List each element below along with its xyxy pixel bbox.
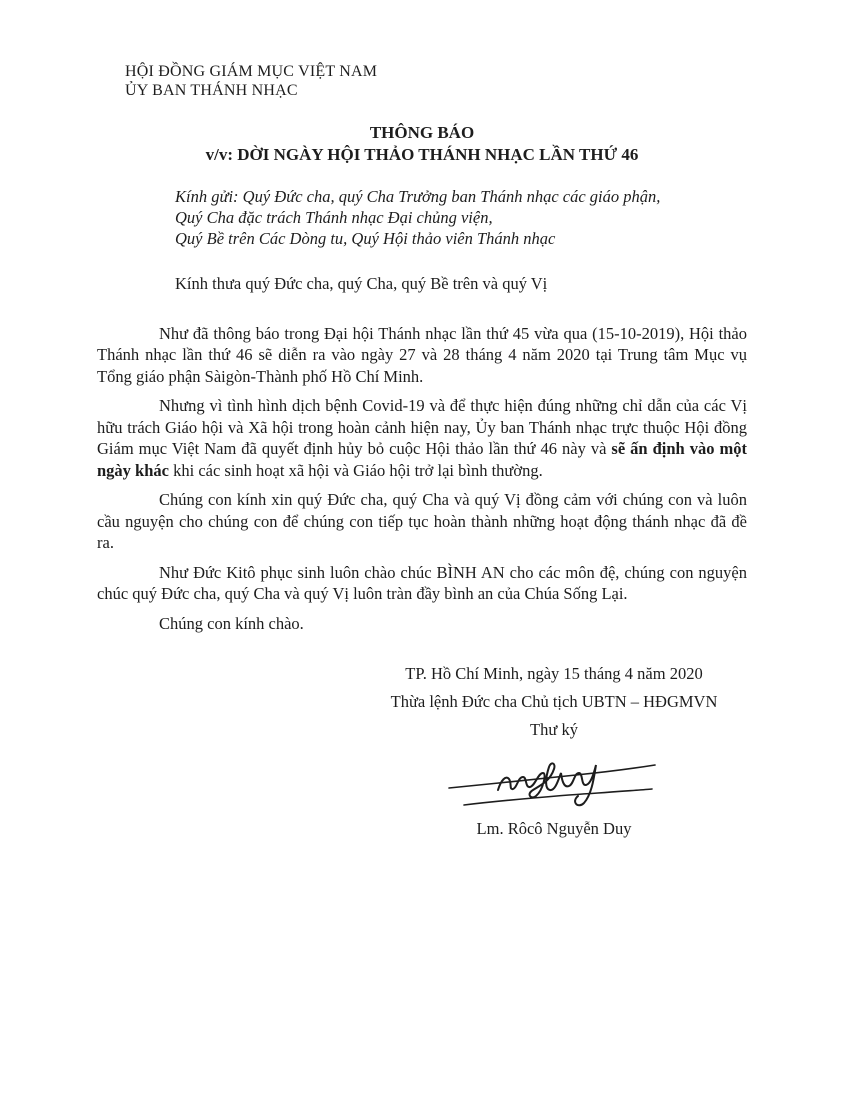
letter-content [97,62,747,840]
role-line: Thư ký [530,720,578,739]
place-date-line: TP. Hồ Chí Minh, ngày 15 tháng 4 năm 2020 [405,664,703,683]
signer-name: Lm. Rôcô Nguyễn Duy [476,819,632,838]
salutation: Kính thưa quý Đức cha, quý Cha, quý Bề trên và quý Vị [175,274,548,293]
title-main: THÔNG BÁO [369,123,475,142]
paragraph-3: Chúng con kính xin quý Đức cha, quý Cha và quý Vị đồng cảm với chúng con và luôn cầu nguyện cho chúng con để chúng con tiếp tục hoàn thành những hoạt động thánh nhạc đã đề ra. [97,490,747,552]
paragraph-4: Như Đức Kitô phục sinh luôn chào chúc BÌNH AN cho các môn đệ, chúng con nguyện chúc quý Đức cha, quý Cha và quý Vị luôn tràn đầy bình an của Chúa Sống Lại. [97,562,747,603]
signature-block [357,660,751,840]
paragraph-1: Như đã thông báo trong Đại hội Thánh nhạc lần thứ 45 vừa qua (15-10-2019), Hội thảo Thánh nhạc lần thứ 46 sẽ diễn ra vào ngày 27 và 28 tháng 4 năm 2020 tại Trung tâm Mục vụ Tổng giáo phận Sàigòn-Thành phố Hồ Chí Minh. [97,323,747,386]
on-behalf-line: Thừa lệnh Đức cha Chủ tịch UBTN – HĐGMVN [390,692,718,711]
recipient-line-3: Quý Bề trên Các Dòng tu, Quý Hội thảo viên Thánh nhạc [175,229,556,248]
document-title [97,122,747,166]
recipient-block [175,186,747,249]
paragraph-2-bold: sẽ ấn định vào một ngày khác [97,439,747,480]
letterhead [125,62,747,100]
title-subject: v/v: DỜI NGÀY HỘI THẢO THÁNH NHẠC LẦN THỨ 46 [205,145,639,164]
signature-image [446,746,662,812]
paragraph-2-post: khi các sinh hoạt xã hội và Giáo hội trở lại bình thường. [168,460,543,480]
signature-area [357,746,751,814]
paragraph-2 [97,395,747,481]
letterhead-organization: HỘI ĐỒNG GIÁM MỤC VIỆT NAM [125,63,378,80]
paragraph-2-pre: Nhưng vì tình hình dịch bệnh Covid-19 và để thực hiện đúng những chỉ dẫn của các Vị hữu trách Giáo hội và Xã hội trong hoàn cảnh hiện nay, Ủy ban Thánh nhạc trực thuộc Hội đồng Giám mục Việt Nam đã quyết định hủy bỏ cuộc Hội thảo lần thứ 46 này và [97,396,747,458]
closing-line: Chúng con kính chào. [159,613,304,633]
letterhead-committee: ỦY BAN THÁNH NHẠC [125,82,298,99]
recipient-line-1: Kính gửi: Quý Đức cha, quý Cha Trưởng ban Thánh nhạc các giáo phận, [175,187,661,206]
recipient-line-2: Quý Cha đặc trách Thánh nhạc Đại chủng viện, [175,208,493,227]
